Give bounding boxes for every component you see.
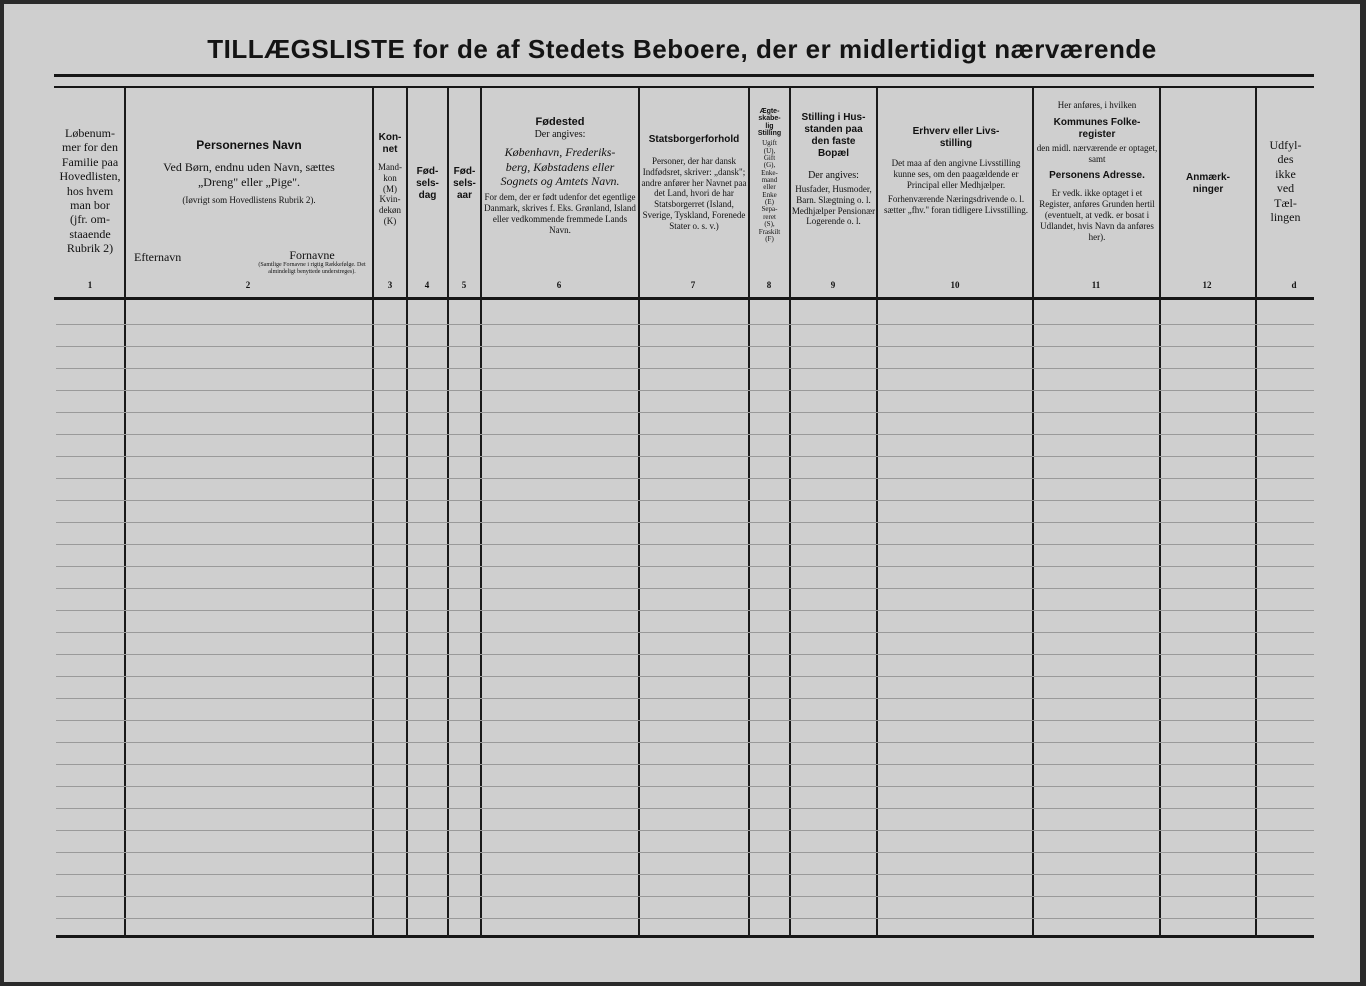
row-rule [56,544,1314,545]
column-number: 10 [950,280,960,290]
row-rule [56,654,1314,655]
form-title: TILLÆGSLISTE for de af Stedets Beboere, der er midlertidigt nærværende [207,34,1157,64]
row-rule [56,874,1314,875]
row-rule [56,610,1314,611]
census-form-sheet [4,4,1360,982]
column-number: d [1291,280,1297,290]
row-rule [56,346,1314,347]
col8-line: (S), [764,220,775,229]
column-number: 2 [245,280,251,290]
column-1-header [56,126,124,256]
column-number: 1 [87,280,93,290]
col11-heading2: Personens Adresse. [1049,170,1145,182]
col2-firstname-label [254,248,370,276]
col9-text: Husfader, Husmoder, Barn. Slægtning o. l. Medhjælper Pensionær Logerende o. l. [791,184,876,227]
column-number: 3 [387,280,393,290]
col8-line: (E) [765,198,774,207]
column-divider [406,88,408,938]
column-divider [876,88,878,938]
col10-text: Det maa af den angivne Livsstilling kunne ses, om den paagældende er Principal eller Medhjælper. [891,158,1021,190]
col1-line: Familie paa [61,154,119,169]
col1-line: (jfr. om- [70,212,110,227]
column-divider [124,88,126,938]
col1-line: man bor [70,197,110,212]
col8-line: Fraskilt [758,227,781,236]
row-rule [56,324,1314,325]
cold-line: ved [1276,181,1295,196]
firstname-label: Fornavne [289,248,335,262]
column-number: 4 [424,280,430,290]
column-5-header [449,166,480,202]
col8-line: mand [761,176,778,185]
row-rule [56,720,1314,721]
col9-heading: Stilling i Hus- standen paa den faste Bopæl [801,112,866,159]
col3-line: (M) [383,183,397,194]
col7-heading: Statsborgerforhold [648,134,740,145]
column-number: 6 [556,280,562,290]
column-9-header [791,112,876,227]
row-rule [56,478,1314,479]
col3-line: kon [383,172,397,183]
col1-line: Hovedlisten, [59,169,121,184]
col8-line: (F) [765,234,774,243]
row-rule [56,676,1314,677]
cold-line: Udfyl- [1269,138,1302,152]
col11-text: Er vedk. ikke optaget i et Register, anføres Grunden hertil (eventuelt, at vedk. er bosat i Udlandet, hvis Navn da anføres her). [1039,188,1155,242]
column-12-header [1161,172,1255,196]
col8-heading: Ægte- skabe- lig Stilling [757,108,782,138]
col8-line: Enke- [761,168,778,177]
bottom-rule [56,935,1314,938]
cold-line: ikke [1275,166,1296,181]
surname-label: Efternavn [134,250,182,264]
column-4-header [408,166,447,202]
col7-text: Personer, der har dansk Indfødsret, skriver: „dansk"; andre anfører her Navnet paa det Land, hvori de har Statsborgerret (Island, Sverige, Tyskland, Forenede Stater o. s. v.) [641,156,747,231]
row-rule [56,434,1314,435]
col6-text: Der angives: [534,129,586,141]
col1-line: mer for den [62,140,118,155]
column-8-header [750,108,789,243]
header-bottom-rule [54,297,1314,300]
col3-line: Mand- [378,162,402,172]
col3-heading: Kon- net [378,132,402,155]
row-rule [56,698,1314,699]
row-rule [56,632,1314,633]
col8-line: Enke [762,190,777,199]
col8-line: reret [763,212,776,221]
cold-line: Tæl- [1274,195,1297,210]
column-divider [1032,88,1034,938]
row-rule [56,390,1314,391]
column-11-header [1035,100,1159,242]
col8-line: Sepa- [761,205,778,214]
column-number: 12 [1202,280,1212,290]
row-rule [56,808,1314,809]
cold-line: lingen [1270,209,1301,224]
column-number: 5 [461,280,467,290]
cold-line: des [1277,152,1294,167]
col6-italic: København, Frederiks- berg, Købstadens eller Sognets og Amtets Navn. [500,145,620,188]
col1-line: staaende [69,226,111,241]
row-rule [56,500,1314,501]
col3-line: Kvin- [379,194,401,205]
col3-line: (K) [383,215,397,226]
row-rule [56,786,1314,787]
col2-text: „Dreng" eller „Pige". [197,174,301,189]
col1-line: Løbenum- [65,126,115,140]
col9-text: Der angives: [808,170,859,181]
column-d-header [1257,138,1314,224]
column-6-header [484,116,636,236]
row-rule [56,918,1314,919]
col8-line: eller [763,183,776,192]
col2-heading: Personernes Navn [196,138,302,152]
column-2-header [128,138,370,206]
column-3-header [374,132,406,227]
column-number: 9 [830,280,836,290]
col12-heading: Anmærk- ninger [1186,172,1230,195]
col8-line: (G), [763,161,776,170]
col1-line: hos hvem [66,183,114,198]
row-rule [56,368,1314,369]
row-rule [56,566,1314,567]
column-7-header [640,134,748,232]
col8-line: (U), [763,146,776,155]
col2-note: (Iøvrigt som Hovedlistens Rubrik 2). [182,195,316,206]
row-rule [56,852,1314,853]
row-rule [56,588,1314,589]
row-rule [56,830,1314,831]
col3-line: dekøn [379,205,401,216]
col5-heading: Fød- sels- aar [453,166,476,201]
col6-heading: Fødested [535,116,585,128]
header-top-rule [54,86,1314,88]
col2-surname-label [134,250,214,264]
column-number: 7 [690,280,696,290]
row-rule [56,412,1314,413]
column-divider [447,88,449,938]
column-10-header [880,126,1032,216]
column-divider [480,88,482,938]
col10-heading: Erhverv eller Livs- stilling [912,126,1000,149]
col11-heading: Kommunes Folke- register [1053,116,1141,140]
col1-line: Rubrik 2) [66,241,114,256]
col6-text: For dem, der er født udenfor det egentlige Danmark, skrives f. Eks. Grønland, Island eller vedkommende fremmede Lands Navn. [484,192,636,235]
row-rule [56,456,1314,457]
col10-text: Forhenværende Næringsdrivende o. l. sætter „fhv." foran tidligere Livsstilling. [883,194,1029,216]
row-rule [56,896,1314,897]
row-rule [56,522,1314,523]
top-rule [54,74,1314,77]
col11-text: Her anføres, i hvilken [1057,100,1137,110]
column-divider [1159,88,1161,938]
col8-line: Ugift [762,139,777,148]
col8-line: Gift [763,154,776,163]
col2-text: Ved Børn, endnu uden Navn, sættes [163,160,335,175]
column-number: 11 [1091,280,1101,290]
col4-heading: Fød- sels- dag [416,166,439,201]
firstname-note: (Samtlige Fornavne i rigtig Rækkefølge. Det almindeligt benyttede understreges). [258,262,366,275]
row-rule [56,764,1314,765]
row-rule [56,742,1314,743]
col11-text: den midl. nærværende er optaget, samt [1036,142,1158,164]
column-number: 8 [766,280,772,290]
